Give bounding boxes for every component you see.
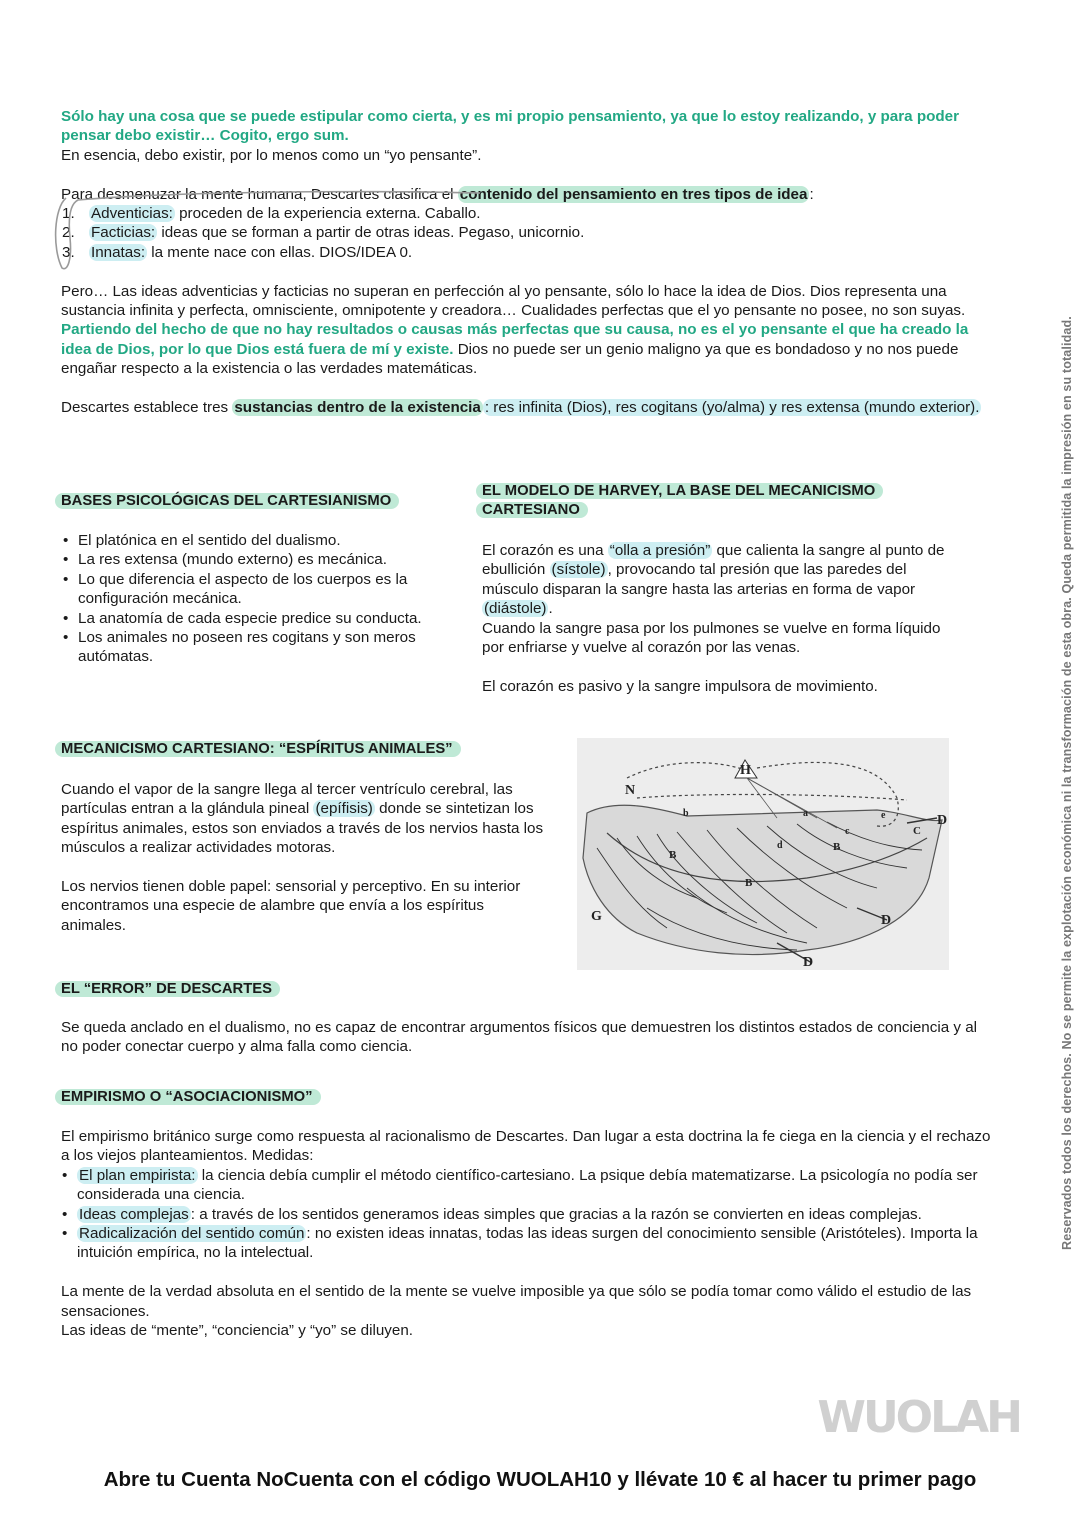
figure-label: G — [591, 909, 602, 924]
cogito-paragraph: Sólo hay una cosa que se puede estipular como cierta, y es mi propio pensamiento, ya que lo estoy realizando, y para poder pensar debo existir… Cogito, ergo sum. — [61, 108, 960, 145]
bases-list — [62, 531, 463, 667]
wuolah-logo: WUOLAH — [817, 1392, 1020, 1443]
figure-label: C — [913, 825, 921, 837]
empirismo-list — [61, 1166, 991, 1263]
list-item: 1. Adventicias: proceden de la experiencia externa. Caballo. — [62, 205, 481, 223]
list-item: 2. Facticias: ideas que se forman a partir de otras ideas. Pegaso, unicornio. — [62, 224, 585, 242]
list-item: • La anatomía de cada especie predice su conducta. — [78, 609, 463, 628]
list-item: • La res extensa (mundo externo) es mecánica. — [78, 550, 463, 569]
figure-label: c — [845, 826, 850, 837]
partiendo-paragraph: Partiendo del hecho de que no hay resultados o causas más perfectas que su causa, no es el yo pensante el que ha creado la idea de Dios, por lo que Dios está fuera de mí y existe. Dios no puede ser un genio maligno ya que es bondadoso y no nos puede engañar respecto a la existencia o las verdades matemáticas. — [61, 321, 969, 378]
bracket-annotation — [48, 188, 488, 276]
list-item: • Ideas complejas : a través de los sentidos generamos ideas simples que gracias a la razón se convierten en ideas complejas. — [77, 1205, 991, 1224]
list-item: 3. Innatas: la mente nace con ellas. DIOS/IDEA 0. — [62, 243, 413, 261]
sustancias-paragraph: Descartes establece tres sustancias dentro de la existencia : res infinita (Dios), res cogitans (yo/alma) y res extensa (mundo exterior). — [61, 399, 980, 417]
figure-label: B — [833, 841, 841, 853]
figure-label: D — [937, 813, 948, 828]
list-item: • El plan empirista: la ciencia debía cumplir el método científico-cartesiano. La psique debía matematizarse. La psicología no podía ser considerada una ciencia. — [77, 1166, 991, 1205]
error-text: Se queda anclado en el dualismo, no es capaz de encontrar argumentos físicos que demuestren los distintos estados de conciencia y al no poder conectar cuerpo y alma falla como ciencia. — [61, 1019, 978, 1056]
clasifica-paragraph: Para desmenuzar la mente humana, Descartes clasifica el contenido del pensamiento en tres tipos de idea : — [61, 185, 814, 203]
figure-label: B — [669, 849, 677, 861]
esencia-paragraph: En esencia, debo existir, por lo menos como un “yo pensante”. — [61, 146, 482, 164]
figure-label: b — [683, 808, 689, 819]
figure-label: a — [803, 808, 808, 819]
figure-label: B — [745, 877, 753, 889]
figure-label: N — [625, 783, 636, 798]
list-item: • Radicalización del sentido común : no existen ideas innatas, todas las ideas surgen del conocimiento sensible (Aristóteles). Importa la intuición empírica, no la intelectual. — [77, 1224, 991, 1263]
figure-label: d — [777, 840, 783, 851]
bases-heading: BASES PSICOLÓGICAS DEL CARTESIANISMO — [61, 492, 441, 511]
error-heading: EL “ERROR” DE DESCARTES — [61, 980, 361, 999]
copyright-side-note: Reservados todos los derechos. No se permite la explotación económica ni la transformación de esta obra. Queda permitida la impresión en su totalidad. — [1060, 316, 1074, 1250]
empirismo-heading: EMPIRISMO O “ASOCIACIONISMO” — [61, 1088, 361, 1107]
figure-label: e — [881, 810, 886, 821]
pineal-gland-illustration — [577, 738, 949, 970]
figure-label: D — [881, 913, 892, 928]
figure-label: D — [803, 955, 814, 970]
empirismo-text: El empirismo británico surge como respuesta al racionalismo de Descartes. Dan lugar a esta doctrina la fe ciega en la ciencia y el rechazo a los viejos planteamientos. Medidas: • El plan empirista: la ciencia debía cumplir el método científico-cartesiano. La psique debía matematizarse. La psicología no podía ser considerada una ciencia. • Ideas complejas : a través de los sentidos generamos ideas simples que gracias a la razón se convierten en ideas complejas. • Radicalización del sentido común : no existen ideas innatas, todas las ideas surgen del conocimiento sensible (Aristóteles). Importa la intuición empírica, no la intelectual. La mente de la verdad absoluta en el sentido de la mente se vuelve imposible ya que sólo se podía tomar como válido el estudio de las sensaciones. Las ideas de “mente”, “conciencia” y “yo” se diluyen. — [61, 1127, 991, 1340]
list-item: • El platónica en el sentido del dualismo. — [78, 531, 463, 550]
harvey-heading: EL MODELO DE HARVEY, LA BASE DEL MECANICISMO CARTESIANO — [482, 482, 942, 520]
mecanicismo-heading: MECANICISMO CARTESIANO: “ESPÍRITUS ANIMALES” — [61, 740, 521, 759]
promo-footer[interactable]: Abre tu Cuenta NoCuenta con el código WUOLAH10 y llévate 10 € al hacer tu primer pago — [103, 1468, 977, 1491]
pero-paragraph: Pero… Las ideas adventicias y facticias no superan en perfección al yo pensante, sólo lo hace la idea de Dios. Dios representa una sustancia infinita y perfecta, omnisciente, omnipotente y creadora… Cualidades perfectas que el yo pensante no posee, no son suyas. — [61, 282, 966, 320]
mecanicismo-text: Cuando el vapor de la sangre llega al tercer ventrículo cerebral, las partículas entran a la glándula pineal (epífisis) donde se sintetizan los espíritus animales, estos son enviados a través de los nervios hasta los músculos a realizar actividades motoras. Los nervios tienen doble papel: sensorial y perceptivo. En su interior encontramos una especie de alambre que envía a los espíritus animales. — [61, 781, 544, 934]
clasifica-highlight: contenido del pensamiento en tres tipos de idea — [459, 185, 808, 203]
list-item: • Los animales no poseen res cogitans y son meros autómatas. — [78, 628, 463, 667]
harvey-text: El corazón es una “olla a presión” que calienta la sangre al punto de ebullición (sístole) , provocando tal presión que las paredes del músculo disparan la sangre hasta las arterias en forma de vapor (diástole) . Cuando la sangre pasa por los pulmones se vuelve en forma líquido por enfriarse y vuelve al corazón por las venas. El corazón es pasivo y la sangre impulsora de movimiento. — [482, 542, 945, 695]
list-item: • Lo que diferencia el aspecto de los cuerpos es la configuración mecánica. — [78, 570, 463, 609]
figure-label: H — [740, 763, 751, 778]
